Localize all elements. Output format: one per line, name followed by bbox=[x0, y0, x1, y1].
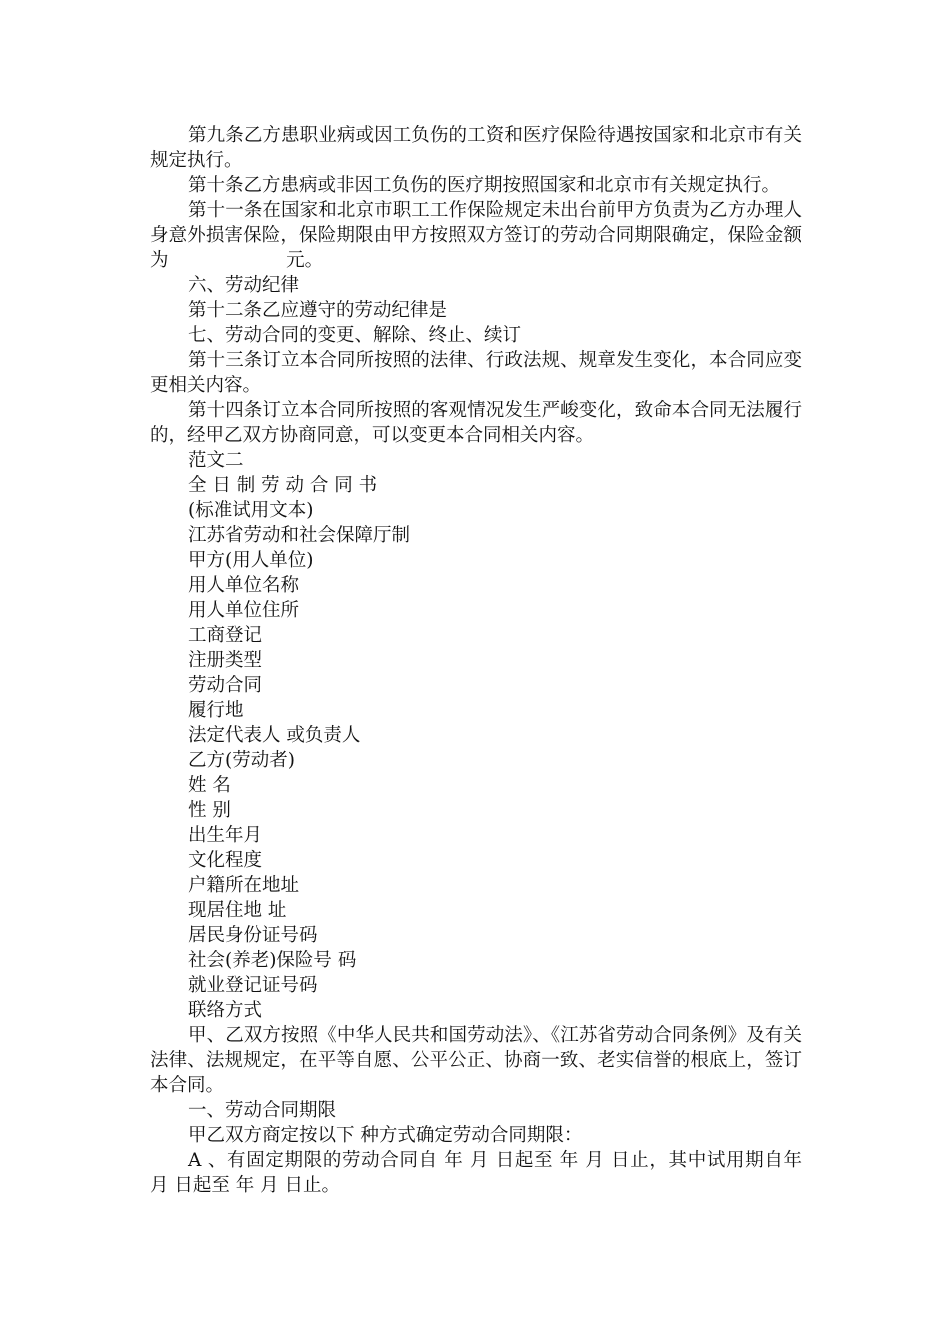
field-social-insurance-number: 社会(养老)保险号 码 bbox=[188, 950, 357, 971]
field-place-of-performance: 履行地 bbox=[188, 700, 244, 721]
contract-title: 全 日 制 劳 动 合 同 书 bbox=[188, 475, 378, 496]
paragraph-fixed-term: A 、有固定期限的劳动合同自 年 月 日起至 年 月 日止，其中试用期自年 月 日起至 年 月 日止。 bbox=[150, 1150, 808, 1196]
party-b-heading: 乙方(劳动者) bbox=[188, 750, 295, 771]
section-heading-contract-term: 一、劳动合同期限 bbox=[188, 1100, 337, 1121]
paragraph-clause-14: 第十四条订立本合同所按照的客观情况发生严峻变化，致命本合同无法履行的，经甲乙双方协商同意，可以变更本合同相关内容。 bbox=[150, 400, 802, 446]
field-name: 姓 名 bbox=[188, 775, 231, 796]
field-birth-date: 出生年月 bbox=[188, 825, 263, 846]
paragraph-clause-12: 第十二条乙应遵守的劳动纪律是 bbox=[188, 300, 448, 321]
field-registration-type: 注册类型 bbox=[188, 650, 263, 671]
sample-two-heading: 范文二 bbox=[188, 450, 244, 471]
field-legal-representative: 法定代表人 或负责人 bbox=[188, 725, 361, 746]
field-business-registration: 工商登记 bbox=[188, 625, 263, 646]
document-body bbox=[150, 123, 808, 1198]
field-contact: 联络方式 bbox=[188, 1000, 263, 1021]
field-education: 文化程度 bbox=[188, 850, 263, 871]
field-employer-name: 用人单位名称 bbox=[188, 575, 300, 596]
field-current-address: 现居住地 址 bbox=[188, 900, 287, 921]
paragraph-clause-9: 第九条乙方患职业病或因工负伤的工资和医疗保险待遇按国家和北京市有关规定执行。 bbox=[150, 125, 802, 171]
field-gender: 性 别 bbox=[188, 800, 231, 821]
paragraph-preamble: 甲、乙双方按照《中华人民共和国劳动法》、《江苏省劳动合同条例》及有关法律、法规规定，在平等自愿、公平公正、协商一致、老实信誉的根底上，签订本合同。 bbox=[150, 1025, 802, 1096]
contract-subtitle: (标准试用文本) bbox=[188, 500, 314, 521]
issuing-authority: 江苏省劳动和社会保障厅制 bbox=[188, 525, 411, 546]
field-employment-registration-number: 就业登记证号码 bbox=[188, 975, 318, 996]
paragraph-clause-10: 第十条乙方患病或非因工负伤的医疗期按照国家和北京市有关规定执行。 bbox=[188, 175, 781, 196]
party-a-heading: 甲方(用人单位) bbox=[188, 550, 314, 571]
field-employer-address: 用人单位住所 bbox=[188, 600, 300, 621]
field-household-address: 户籍所在地址 bbox=[188, 875, 300, 896]
paragraph-term-method: 甲乙双方商定按以下 种方式确定劳动合同期限： bbox=[188, 1125, 583, 1146]
section-heading-labor-discipline: 六、劳动纪律 bbox=[188, 275, 300, 296]
paragraph-clause-11: 第十一条在国家和北京市职工工作保险规定未出台前甲方负责为乙方办理人身意外损害保险，保险期限由甲方按照双方签订的劳动合同期限确定，保险金额为 元。 bbox=[150, 200, 802, 271]
field-id-number: 居民身份证号码 bbox=[188, 925, 318, 946]
paragraph-clause-13: 第十三条订立本合同所按照的法律、行政法规、规章发生变化，本合同应变更相关内容。 bbox=[150, 350, 802, 396]
field-labor-contract: 劳动合同 bbox=[188, 675, 263, 696]
section-heading-contract-changes: 七、劳动合同的变更、解除、终止、续订 bbox=[188, 325, 522, 346]
